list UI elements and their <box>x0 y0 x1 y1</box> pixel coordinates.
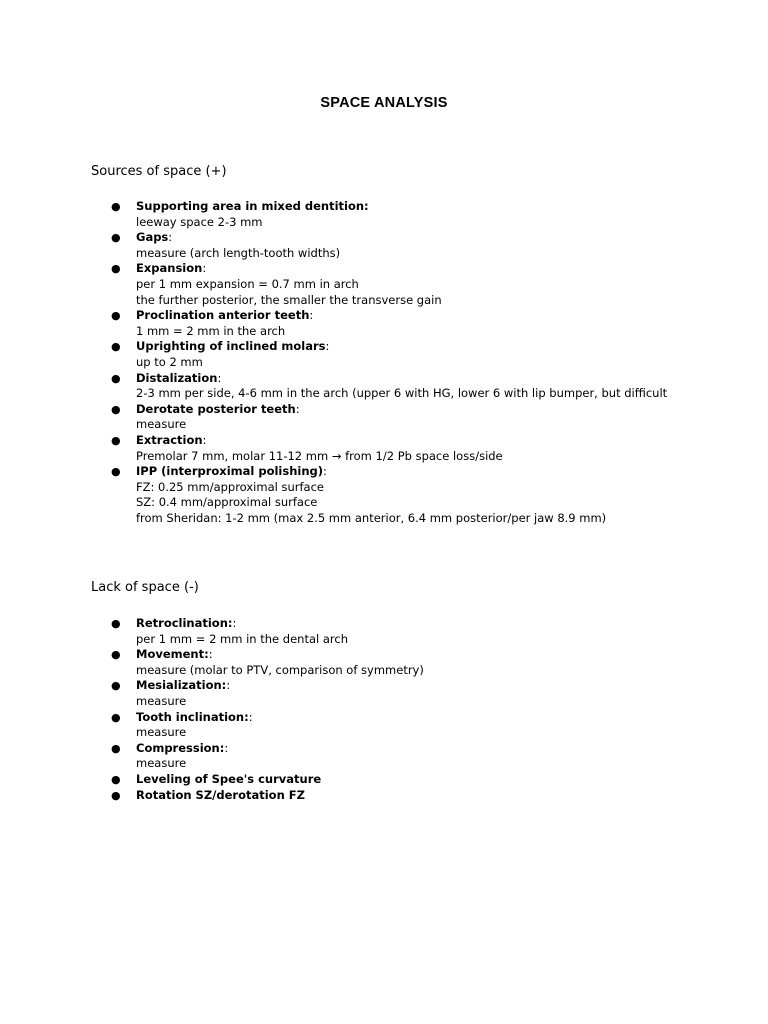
list-item <box>0 710 768 741</box>
bullet-icon: ● <box>111 772 121 786</box>
list-item-detail: 1 mm = 2 mm in the arch <box>136 323 286 338</box>
bullet-icon: ● <box>111 340 121 354</box>
bullet-icon: ● <box>111 788 121 802</box>
list-item-detail: measure (molar to PTV, comparison of symmetry) <box>136 662 424 677</box>
list-item-suffix: : <box>202 261 207 276</box>
bullet-icon: ● <box>111 200 121 213</box>
section-heading-sources: Sources of space (+) <box>91 164 227 179</box>
list-item <box>0 788 768 804</box>
list-item-suffix: : <box>323 464 327 479</box>
bullet-icon: ● <box>111 648 121 662</box>
list-item-label: Distalization <box>136 370 218 385</box>
list-item <box>0 371 768 402</box>
bullet-icon: ● <box>111 710 121 724</box>
list-item-label: Retroclination: <box>136 616 233 630</box>
list-item-suffix: : <box>325 339 330 354</box>
list-item <box>0 678 768 709</box>
list-item-detail: per 1 mm = 2 mm in the dental arch <box>136 631 348 646</box>
bullet-icon: ● <box>111 433 121 447</box>
list-item-label: Movement: <box>136 647 209 662</box>
list-item <box>0 616 768 647</box>
bullet-icon: ● <box>111 679 121 693</box>
bullet-icon: ● <box>111 309 121 323</box>
lack-list <box>0 616 768 803</box>
sources-list <box>0 199 768 526</box>
list-item-label: Gaps <box>136 230 169 245</box>
list-item-suffix: : <box>217 370 222 385</box>
bullet-icon: ● <box>111 402 121 416</box>
list-item-label: Rotation SZ/derotation FZ <box>136 787 305 802</box>
bullet-icon: ● <box>111 231 121 245</box>
list-item <box>0 308 768 339</box>
bullet-icon: ● <box>111 465 121 479</box>
list-item-suffix: : <box>309 308 314 323</box>
list-item-label: Tooth inclination: <box>136 709 249 724</box>
list-item-detail: up to 2 mm <box>136 354 203 369</box>
list-item <box>0 402 768 433</box>
list-item-label: Proclination anterior teeth <box>136 308 310 323</box>
list-item-detail: SZ: 0.4 mm/approximal surface <box>136 495 318 510</box>
list-item-suffix: : <box>208 647 213 662</box>
list-item-detail: FZ: 0.25 mm/approximal surface <box>136 479 324 494</box>
list-item <box>0 199 768 230</box>
list-item-detail: measure <box>136 756 187 771</box>
bullet-icon: ● <box>111 617 121 630</box>
list-item-detail: per 1 mm expansion = 0.7 mm in arch <box>136 276 359 291</box>
list-item-detail: measure <box>136 725 187 740</box>
list-item-detail: measure <box>136 693 187 708</box>
list-item <box>0 772 768 788</box>
list-item-label: Uprighting of inclined molars <box>136 339 326 354</box>
list-item-detail: measure <box>136 417 187 432</box>
bullet-icon: ● <box>111 262 121 276</box>
list-item <box>0 433 768 464</box>
list-item-suffix: : <box>202 432 207 447</box>
list-item-label: Mesialization: <box>136 678 227 693</box>
list-item <box>0 741 768 772</box>
list-item-label: Compression: <box>136 740 225 755</box>
list-item <box>0 647 768 678</box>
list-item-suffix: : <box>295 401 300 416</box>
list-item-label: Extraction <box>136 432 203 447</box>
list-item-detail: Premolar 7 mm, molar 11-12 mm → from 1/2 Pb space loss/side <box>136 448 503 463</box>
list-item-label: Supporting area in mixed dentition: <box>136 199 369 213</box>
list-item-suffix: : <box>248 709 253 724</box>
list-item-label: Derotate posterior teeth <box>136 401 296 416</box>
list-item-label: Leveling of Spee's curvature <box>136 771 322 786</box>
bullet-icon: ● <box>111 741 121 755</box>
list-item-detail: measure (arch length-tooth widths) <box>136 245 341 260</box>
list-item-detail: from Sheridan: 1-2 mm (max 2.5 mm anterior, 6.4 mm posterior/per jaw 8.9 mm) <box>136 510 607 525</box>
page-title: SPACE ANALYSIS <box>320 95 448 111</box>
list-item-suffix: : <box>226 678 231 693</box>
list-item-label: IPP (interproximal polishing) <box>136 464 324 479</box>
list-item <box>0 464 768 526</box>
list-item-suffix: : <box>168 230 173 245</box>
list-item <box>0 339 768 370</box>
section-heading-lack: Lack of space (-) <box>91 580 199 595</box>
bullet-icon: ● <box>111 371 121 385</box>
list-item-detail: 2-3 mm per side, 4-6 mm in the arch (upper 6 with HG, lower 6 with lip bumper, but difficult <box>136 386 668 401</box>
list-item-detail: the further posterior, the smaller the transverse gain <box>136 292 442 307</box>
list-item-detail: leeway space 2-3 mm <box>136 214 263 229</box>
list-item <box>0 230 768 261</box>
list-item-label: Expansion <box>136 261 203 276</box>
list-item-suffix: : <box>232 616 237 630</box>
list-item <box>0 261 768 308</box>
list-item-suffix: : <box>224 740 229 755</box>
